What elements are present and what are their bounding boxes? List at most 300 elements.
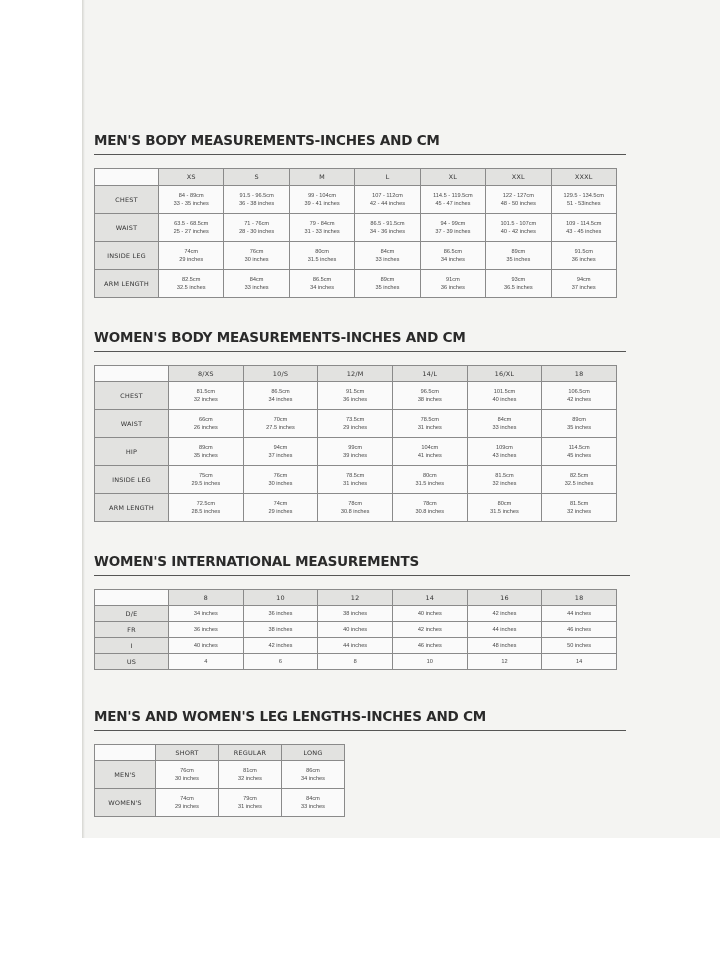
measurement-secondary: 29 inches (179, 256, 204, 263)
table-row-mens (95, 761, 345, 789)
row-label-arm-length: ARM LENGTH (95, 270, 159, 298)
measurement-cell (551, 270, 616, 298)
measurement-primary: 79cm (243, 795, 257, 802)
measurement-secondary: 39 inches (343, 452, 368, 459)
measurement-cell (542, 638, 617, 654)
measurement-primary: 76cm (249, 248, 264, 255)
measurement-cell (420, 214, 485, 242)
measurement-cell (156, 761, 219, 789)
measurement-secondary: 27.5 inches (266, 424, 295, 431)
measurement-primary: 38 inches (268, 626, 293, 633)
measurement-cell (156, 789, 219, 817)
column-header-14: 14 (392, 590, 467, 606)
womens-international-section (94, 554, 630, 670)
measurement-secondary: 25 - 27 inches (173, 228, 209, 235)
measurement-secondary: 35 inches (375, 284, 400, 291)
table-corner-cell (95, 590, 169, 606)
measurement-cell (420, 270, 485, 298)
column-header-10: 10 (243, 590, 318, 606)
measurement-secondary: 31.5 inches (415, 480, 445, 487)
table-header-row (95, 745, 345, 761)
row-label-d-e: D/E (95, 606, 169, 622)
womens-body-section (94, 330, 626, 522)
column-header-xxl: XXL (486, 169, 551, 186)
measurement-cell (392, 654, 467, 670)
measurement-primary: 114.5cm (568, 444, 590, 451)
measurement-primary: 91.5cm (574, 248, 593, 255)
measurement-cell (392, 494, 467, 522)
measurement-primary: 40 inches (193, 642, 218, 649)
measurement-secondary: 29 inches (343, 424, 368, 431)
measurement-cell (169, 438, 244, 466)
measurement-secondary: 35 inches (567, 424, 592, 431)
column-header-10-s: 10/S (243, 366, 318, 382)
measurement-primary: 89cm (380, 276, 395, 283)
measurement-secondary: 32.5 inches (564, 480, 594, 487)
measurement-cell (392, 638, 467, 654)
measurement-secondary: 32.5 inches (176, 284, 206, 291)
measurement-secondary: 30 inches (268, 480, 293, 487)
table-row-fr (95, 622, 617, 638)
measurement-secondary: 36 inches (343, 396, 368, 403)
measurement-primary: 109 - 114.5cm (566, 220, 602, 227)
measurement-primary: 14 (575, 658, 583, 665)
table-corner-cell (95, 366, 169, 382)
measurement-primary: 40 inches (343, 626, 368, 633)
table-row-arm-length (95, 270, 617, 298)
measurement-cell (467, 654, 542, 670)
mens-body-section (94, 133, 626, 298)
measurement-primary: 82.5cm (182, 276, 201, 283)
measurement-primary: 78.5cm (345, 472, 365, 479)
measurement-secondary: 34 inches (268, 396, 293, 403)
measurement-secondary: 43 inches (492, 452, 517, 459)
measurement-secondary: 31 - 33 inches (304, 228, 340, 235)
measurement-secondary: 35 inches (506, 256, 531, 263)
measurement-secondary: 30.8 inches (415, 508, 445, 515)
measurement-cell (243, 654, 318, 670)
measurement-primary: 74cm (273, 500, 288, 507)
measurement-primary: 96.5cm (420, 388, 439, 395)
column-header-long: LONG (282, 745, 345, 761)
measurement-primary: 84cm (380, 248, 395, 255)
measurement-cell (551, 186, 616, 214)
table-row-inside-leg (95, 242, 617, 270)
measurement-primary: 10 (426, 658, 433, 665)
measurement-cell (243, 638, 318, 654)
measurement-cell (219, 789, 282, 817)
measurement-secondary: 30.8 inches (340, 508, 370, 515)
measurement-cell (159, 214, 224, 242)
row-label-mens: MEN'S (95, 761, 156, 789)
column-header-18: 18 (542, 366, 617, 382)
measurement-primary: 109cm (496, 444, 513, 451)
measurement-cell (467, 494, 542, 522)
column-header-xs: XS (159, 169, 224, 186)
measurement-primary: 70cm (273, 416, 288, 423)
measurement-primary: 78.5cm (420, 416, 439, 423)
measurement-secondary: 38 inches (417, 396, 442, 403)
measurement-cell (486, 186, 551, 214)
measurement-primary: 73.5cm (345, 416, 365, 423)
measurement-secondary: 36 inches (571, 256, 596, 263)
column-header-18: 18 (542, 590, 617, 606)
measurement-primary: 91.5 - 96.5cm (239, 192, 274, 199)
measurement-cell (318, 638, 393, 654)
measurement-secondary: 43 - 45 inches (566, 228, 602, 235)
womens-international-table (94, 589, 617, 670)
mens-body-table (94, 168, 617, 298)
measurement-secondary: 32 inches (567, 508, 592, 515)
measurement-primary: 129.5 - 134.5cm (563, 192, 604, 199)
womens-body-table (94, 365, 617, 522)
measurement-primary: 80cm (422, 472, 437, 479)
measurement-cell (243, 466, 318, 494)
measurement-cell (467, 466, 542, 494)
table-row-d-e (95, 606, 617, 622)
measurement-primary: 89cm (572, 416, 586, 423)
measurement-cell (318, 438, 393, 466)
column-header-xl: XL (420, 169, 485, 186)
measurement-cell (542, 494, 617, 522)
measurement-primary: 84 - 89cm (178, 192, 204, 199)
measurement-primary: 12 (501, 658, 508, 665)
measurement-cell (224, 270, 289, 298)
measurement-primary: 8 (353, 658, 357, 665)
leg-lengths-heading: MEN'S AND WOMEN'S LEG LENGTHS-INCHES AND CM (94, 709, 487, 725)
measurement-cell (392, 606, 467, 622)
measurement-cell (318, 494, 393, 522)
measurement-primary: 99cm (348, 444, 362, 451)
measurement-cell (243, 494, 318, 522)
leg-lengths-table (94, 744, 345, 817)
measurement-primary: 46 inches (417, 642, 442, 649)
measurement-secondary: 30 inches (244, 256, 269, 263)
measurement-cell (486, 242, 551, 270)
measurement-cell (551, 214, 616, 242)
table-header-row (95, 590, 617, 606)
measurement-cell (467, 622, 542, 638)
measurement-cell (243, 606, 318, 622)
measurement-primary: 86cm (306, 767, 320, 774)
table-corner-cell (95, 745, 156, 761)
measurement-primary: 94 - 99cm (440, 220, 466, 227)
measurement-cell (318, 466, 393, 494)
measurement-secondary: 31.5 inches (490, 508, 519, 515)
measurement-primary: 89cm (198, 444, 213, 451)
measurement-primary: 36 inches (268, 610, 293, 617)
measurement-secondary: 28.5 inches (191, 508, 221, 515)
measurement-primary: 44 inches (567, 610, 592, 617)
measurement-secondary: 33 - 35 inches (173, 200, 209, 207)
measurement-cell (224, 242, 289, 270)
measurement-secondary: 30 inches (175, 775, 199, 782)
row-label-arm-length: ARM LENGTH (95, 494, 169, 522)
measurement-secondary: 41 inches (417, 452, 442, 459)
leg-lengths-section (94, 709, 626, 817)
column-header-8: 8 (169, 590, 244, 606)
row-label-us: US (95, 654, 169, 670)
measurement-cell (169, 466, 244, 494)
measurement-cell (169, 654, 244, 670)
womens-body-heading: WOMEN'S BODY MEASUREMENTS-INCHES AND CM (94, 330, 466, 346)
measurement-secondary: 33 inches (244, 284, 269, 291)
measurement-secondary: 31 inches (238, 803, 262, 810)
measurement-secondary: 36 inches (440, 284, 465, 291)
measurement-cell (169, 382, 244, 410)
measurement-cell (467, 410, 542, 438)
measurement-cell (318, 654, 393, 670)
column-header-8-xs: 8/XS (169, 366, 244, 382)
measurement-primary: 46 inches (567, 626, 592, 633)
measurement-primary: 42 inches (417, 626, 442, 633)
measurement-cell (392, 382, 467, 410)
measurement-secondary: 29.5 inches (191, 480, 221, 487)
measurement-secondary: 34 inches (440, 256, 465, 263)
measurement-secondary: 33 inches (492, 424, 517, 431)
measurement-secondary: 40 inches (492, 396, 517, 403)
measurement-cell (243, 410, 318, 438)
measurement-cell (392, 622, 467, 638)
measurement-primary: 34 inches (193, 610, 218, 617)
row-label-hip: HIP (95, 438, 169, 466)
measurement-primary: 36 inches (193, 626, 218, 633)
measurement-primary: 50 inches (567, 642, 592, 649)
measurement-primary: 6 (278, 658, 283, 665)
measurement-primary: 101.5 - 107cm (500, 220, 537, 227)
table-row-inside-leg (95, 466, 617, 494)
row-label-i: I (95, 638, 169, 654)
measurement-cell (467, 382, 542, 410)
measurement-primary: 75cm (198, 472, 213, 479)
table-row-hip (95, 438, 617, 466)
measurement-secondary: 42 - 44 inches (369, 200, 406, 207)
measurement-secondary: 29 inches (268, 508, 293, 515)
measurement-cell (392, 438, 467, 466)
table-row-womens (95, 789, 345, 817)
measurement-cell (420, 242, 485, 270)
measurement-primary: 84cm (497, 416, 512, 423)
measurement-primary: 44 inches (492, 626, 517, 633)
measurement-secondary: 32 inches (238, 775, 262, 782)
measurement-secondary: 32 inches (492, 480, 517, 487)
measurement-primary: 84cm (249, 276, 264, 283)
row-label-chest: CHEST (95, 186, 159, 214)
measurement-cell (486, 270, 551, 298)
measurement-secondary: 45 inches (567, 452, 592, 459)
measurement-secondary: 33 inches (375, 256, 400, 263)
measurement-cell (159, 186, 224, 214)
womens-body-rule (94, 351, 626, 352)
measurement-cell (282, 761, 345, 789)
measurement-primary: 86.5cm (443, 248, 463, 255)
measurement-secondary: 40 - 42 inches (500, 228, 536, 235)
row-label-fr: FR (95, 622, 169, 638)
measurement-primary: 63.5 - 68.5cm (174, 220, 209, 227)
measurement-cell (289, 186, 354, 214)
measurement-cell (542, 622, 617, 638)
measurement-cell (355, 214, 420, 242)
measurement-cell (318, 410, 393, 438)
measurement-primary: 81.5cm (569, 500, 589, 507)
measurement-primary: 86.5cm (312, 276, 332, 283)
measurement-cell (542, 466, 617, 494)
measurement-primary: 106.5cm (568, 388, 590, 395)
row-label-womens: WOMEN'S (95, 789, 156, 817)
measurement-primary: 38 inches (343, 610, 368, 617)
measurement-secondary: 36.5 inches (504, 284, 533, 291)
measurement-primary: 78cm (422, 500, 437, 507)
table-row-chest (95, 382, 617, 410)
column-header-16: 16 (467, 590, 542, 606)
measurement-cell (169, 410, 244, 438)
measurement-secondary: 42 inches (567, 396, 592, 403)
measurement-primary: 40 inches (417, 610, 442, 617)
measurement-primary: 86.5cm (271, 388, 290, 395)
measurement-primary: 42 inches (268, 642, 293, 649)
measurement-cell (289, 270, 354, 298)
measurement-cell (289, 242, 354, 270)
measurement-secondary: 39 - 41 inches (304, 200, 340, 207)
measurement-secondary: 35 inches (193, 452, 218, 459)
measurement-secondary: 26 inches (193, 424, 218, 431)
measurement-primary: 114.5 - 119.5cm (433, 192, 473, 199)
column-header-16-xl: 16/XL (467, 366, 542, 382)
table-corner-cell (95, 169, 159, 186)
table-row-i (95, 638, 617, 654)
measurement-secondary: 34 - 36 inches (369, 228, 406, 235)
measurement-secondary: 37 inches (268, 452, 293, 459)
table-header-row (95, 169, 617, 186)
column-header-s: S (224, 169, 289, 186)
measurement-secondary: 28 - 30 inches (239, 228, 275, 235)
row-label-chest: CHEST (95, 382, 169, 410)
measurement-cell (219, 761, 282, 789)
measurement-secondary: 31 inches (343, 480, 368, 487)
measurement-primary: 86.5 - 91.5cm (370, 220, 405, 227)
measurement-cell (392, 410, 467, 438)
measurement-cell (224, 214, 289, 242)
measurement-cell (467, 438, 542, 466)
mens-body-heading: MEN'S BODY MEASUREMENTS-INCHES AND CM (94, 133, 440, 149)
measurement-cell (355, 242, 420, 270)
measurement-primary: 76cm (180, 767, 194, 774)
measurement-primary: 80cm (497, 500, 512, 507)
measurement-secondary: 29 inches (175, 803, 199, 810)
measurement-cell (542, 654, 617, 670)
measurement-secondary: 31.5 inches (307, 256, 337, 263)
measurement-cell (282, 789, 345, 817)
measurement-primary: 4 (204, 658, 208, 665)
measurement-secondary: 31 inches (417, 424, 442, 431)
measurement-primary: 101.5cm (493, 388, 516, 395)
measurement-primary: 44 inches (343, 642, 368, 649)
measurement-primary: 42 inches (492, 610, 517, 617)
column-header-m: M (289, 169, 354, 186)
measurement-secondary: 45 - 47 inches (435, 200, 471, 207)
measurement-cell (169, 494, 244, 522)
measurement-primary: 122 - 127cm (502, 192, 534, 199)
womens-international-rule (94, 575, 630, 576)
table-row-arm-length (95, 494, 617, 522)
page-binding-shadow (82, 0, 85, 838)
measurement-cell (467, 606, 542, 622)
measurement-cell (420, 186, 485, 214)
measurement-primary: 104cm (421, 444, 439, 451)
measurement-cell (159, 270, 224, 298)
measurement-primary: 91.5cm (345, 388, 365, 395)
column-header-12: 12 (318, 590, 393, 606)
measurement-cell (467, 638, 542, 654)
measurement-secondary: 34 inches (310, 284, 335, 291)
measurement-secondary: 37 inches (571, 284, 596, 291)
measurement-primary: 94cm (273, 444, 288, 451)
measurement-cell (224, 186, 289, 214)
measurement-cell (542, 606, 617, 622)
table-row-waist (95, 410, 617, 438)
row-label-inside-leg: INSIDE LEG (95, 242, 159, 270)
measurement-cell (318, 606, 393, 622)
column-header-l: L (355, 169, 420, 186)
measurement-primary: 82.5cm (569, 472, 589, 479)
measurement-primary: 81.5cm (196, 388, 215, 395)
measurement-cell (169, 606, 244, 622)
measurement-secondary: 32 inches (193, 396, 218, 403)
row-label-waist: WAIST (95, 214, 159, 242)
measurement-secondary: 37 - 39 inches (435, 228, 471, 235)
measurement-cell (486, 214, 551, 242)
measurement-cell (392, 466, 467, 494)
measurement-primary: 74cm (180, 795, 194, 802)
measurement-secondary: 36 - 38 inches (239, 200, 275, 207)
measurement-primary: 81.5cm (495, 472, 514, 479)
table-header-row (95, 366, 617, 382)
measurement-cell (243, 382, 318, 410)
measurement-primary: 66cm (198, 416, 213, 423)
measurement-cell (355, 270, 420, 298)
measurement-secondary: 51 - 53inches (566, 200, 601, 207)
measurement-primary: 84cm (306, 795, 320, 802)
row-label-waist: WAIST (95, 410, 169, 438)
leg-lengths-rule (94, 730, 626, 731)
measurement-primary: 79 - 84cm (309, 220, 335, 227)
column-header-14-l: 14/L (392, 366, 467, 382)
measurement-primary: 89cm (511, 248, 526, 255)
measurement-secondary: 48 - 50 inches (500, 200, 536, 207)
measurement-cell (355, 186, 420, 214)
measurement-cell (542, 382, 617, 410)
column-header-regular: REGULAR (219, 745, 282, 761)
table-row-us (95, 654, 617, 670)
column-header-12-m: 12/M (318, 366, 393, 382)
measurement-cell (243, 438, 318, 466)
row-label-inside-leg: INSIDE LEG (95, 466, 169, 494)
measurement-primary: 80cm (315, 248, 329, 255)
measurement-primary: 74cm (184, 248, 199, 255)
womens-international-heading: WOMEN'S INTERNATIONAL MEASUREMENTS (94, 554, 419, 570)
measurement-primary: 76cm (273, 472, 288, 479)
measurement-primary: 99 - 104cm (308, 192, 337, 199)
measurement-primary: 71 - 76cm (244, 220, 270, 227)
measurement-primary: 78cm (348, 500, 362, 507)
measurement-cell (542, 438, 617, 466)
measurement-cell (289, 214, 354, 242)
measurement-primary: 91cm (446, 276, 460, 283)
measurement-cell (318, 622, 393, 638)
table-row-waist (95, 214, 617, 242)
measurement-primary: 81cm (243, 767, 257, 774)
column-header-short: SHORT (156, 745, 219, 761)
